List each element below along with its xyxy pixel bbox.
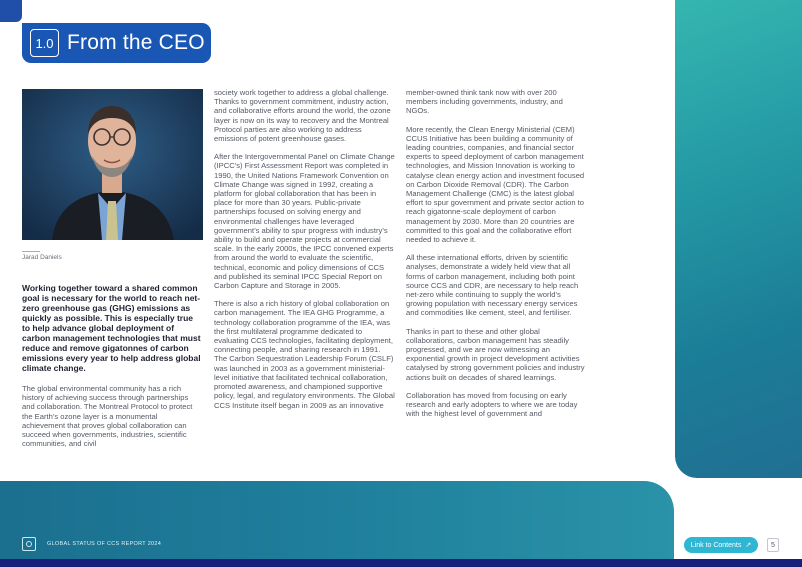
body-paragraph: There is also a rich history of global collaboration on carbon management. The IEA GHG Programme, a technology collaboration programme of the IEA, was the first multilateral programme dedicated to evaluating CCS technologies, facilitating deployment, connecting people, and sharing research in 1991. The Carbon Sequestration Leadership Forum (CSLF) was launched in 2003 as a government ministerial-level initiative that facilitated technical collaboration, promoted awareness, and championed supportive policy, legal, and regulatory environments. The Global CCS Institute itself began in 2009 as an innovative xyxy=(214,299,395,410)
link-to-contents-button[interactable] xyxy=(684,537,758,553)
text-column-3 xyxy=(406,88,586,428)
lead-paragraph: Working together toward a shared common goal is necessary for the world to reach net-zero greenhouse gas (GHG) emissions as quickly as possible. This is especially true to help advance global deployment of carbon management technologies that must reduce and remove gigatonnes of carbon emissions every year to help address global climate change. xyxy=(22,283,201,373)
caption-rule xyxy=(22,251,40,252)
body-paragraph: society work together to address a global challenge. Thanks to government commitment, industry action, and collaborative efforts around the world, the ozone layer is now on its way to recovery and the Montreal Protocol parties are also working to address emissions of potent greenhouse gases. xyxy=(214,88,391,144)
page-number: 5 xyxy=(767,538,779,552)
body-paragraph: After the Intergovernmental Panel on Climate Change (IPCC’s) First Assessment Report was completed in 1990, the United Nations Framework Convention on Climate Change was signed in 1992, creating a platform for global collaboration that has been in place for more than 30 years. Public-private partnerships focused on solving energy and environmental challenges have leveraged government’s ability to spur progress with industry’s ability to build and operate projects at commercial scale. In the early 2000s, the IPCC convened experts from around the world to evaluate the scientific, technical, economic and policy dimensions of CCS and published its seminal IPCC Special Report on Carbon Capture and Storage in 2005. xyxy=(214,152,395,291)
portrait-caption: Jarad Daniels xyxy=(22,254,62,261)
body-paragraph: More recently, the Clean Energy Ministerial (CEM) CCUS Initiative has been building a community of leading countries, companies, and financial sector experts to speed deployment of carbon management technologies, and Mission Innovation is working to catalyse clean energy action and investment focused on Carbon Dioxide Removal (CDR). The Carbon Management Challenge (CMC) is the latest global effort to spur government and private sector action to reach gigatonne-scale deployment of carbon management by 2030. More than 20 countries are committed to this goal and the collaborative effort needed to achieve it. xyxy=(406,124,585,245)
corner-tab xyxy=(0,0,22,22)
page-title: From the CEO xyxy=(67,31,205,54)
footer-strip xyxy=(0,559,802,567)
section-number: 1.0 xyxy=(30,29,59,57)
arrow-up-right-icon: ↗ xyxy=(745,542,752,549)
footer-report-title: GLOBAL STATUS OF CCS REPORT 2024 xyxy=(47,541,162,547)
body-paragraph: The global environmental community has a rich history of achieving success through partnerships and collaboration. The Montreal Protocol to protect the Earth’s ozone layer is a monumental achievement that proves global collaboration can succeed when governments, industries, scientific communities, and civil xyxy=(22,384,193,449)
decorative-teal-panel xyxy=(675,0,802,478)
report-logo-icon xyxy=(22,537,36,551)
body-paragraph: Collaboration has moved from focusing on early research and early adopters to where we are today with the highest level of government and xyxy=(406,390,578,419)
body-paragraph: All these international efforts, driven by scientific analyses, demonstrate a widely held view that all forms of carbon management, including both point source CCS and CDR, are necessary to help reach net-zero while continuing to supply the world’s growing population with necessary energy services and commodities like cement, steel, and fertiliser. xyxy=(406,253,579,318)
footer-band xyxy=(0,481,674,567)
link-to-contents-label: Link to Contents xyxy=(690,541,742,549)
body-paragraph: Thanks in part to these and other global collaborations, carbon management has steadily progressed, and we are now witnessing an exponential growth in project development activities catalysed by strong government policies and industry actions built on decades of shared learnings. xyxy=(406,326,585,382)
ceo-portrait xyxy=(22,89,203,240)
text-column-2 xyxy=(214,88,395,419)
body-paragraph: member-owned think tank now with over 200 members including governments, industry, and NGOs. xyxy=(406,88,563,116)
section-title-banner xyxy=(22,23,211,63)
text-column-1 xyxy=(22,384,200,457)
